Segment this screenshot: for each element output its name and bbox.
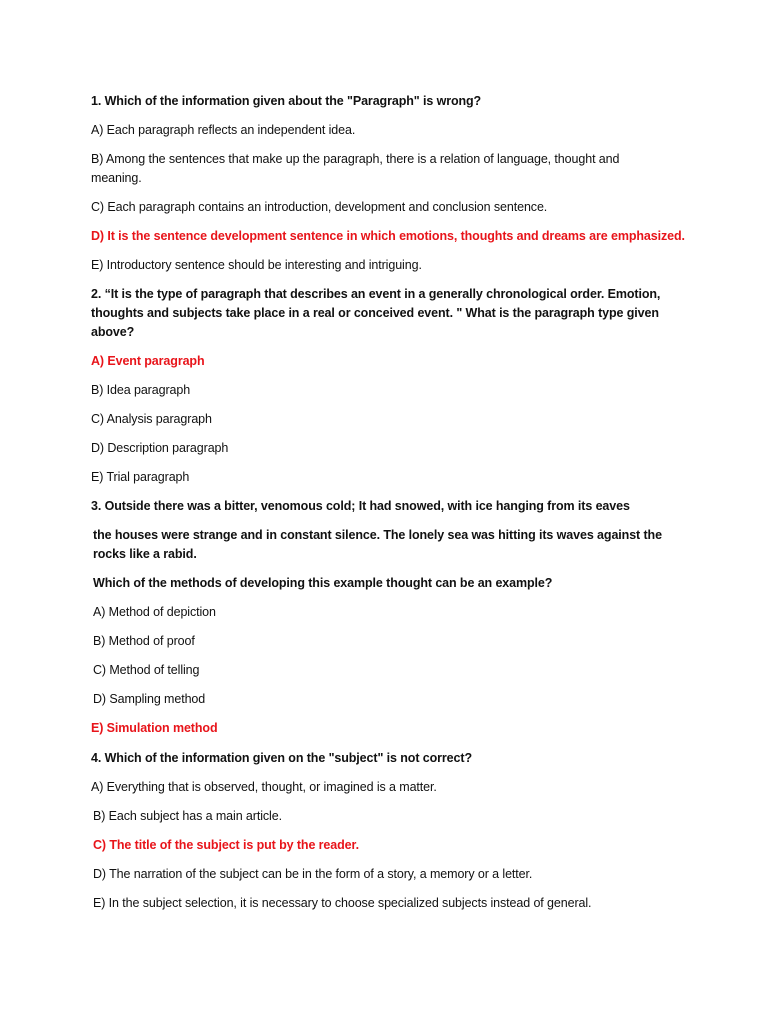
question-2-text: 2. “It is the type of paragraph that describes an event in a generally chronological order. Emotion, thoughts and subjects take place in a real or conceived event. " What is the paragraph type given above?: [91, 287, 661, 339]
q1-option-b: B) Among the sentences that make up the paragraph, there is a relation of language, thought and meaning.: [91, 152, 620, 185]
q3-option-e-correct: E) Simulation method: [91, 721, 218, 735]
q1-option-e: E) Introductory sentence should be interesting and intriguing.: [91, 258, 422, 272]
q1-option-a: A) Each paragraph reflects an independent idea.: [91, 123, 356, 137]
q1-option-c: C) Each paragraph contains an introduction, development and conclusion sentence.: [91, 200, 548, 214]
q2-option-c: C) Analysis paragraph: [91, 412, 212, 426]
q4-option-d: D) The narration of the subject can be in the form of a story, a memory or a letter.: [93, 867, 533, 881]
q2-option-e: E) Trial paragraph: [91, 470, 190, 484]
q4-option-a: A) Everything that is observed, thought, or imagined is a matter.: [91, 780, 437, 794]
q3-option-a: A) Method of depiction: [93, 605, 216, 619]
q1-option-d-correct: D) It is the sentence development sentence in which emotions, thoughts and dreams are emphasized.: [91, 229, 685, 243]
q3-option-d: D) Sampling method: [93, 692, 206, 706]
q3-passage: the houses were strange and in constant silence. The lonely sea was hitting its waves against the rocks like a rabid.: [93, 528, 662, 561]
q4-option-c-correct: C) The title of the subject is put by the reader.: [93, 838, 359, 852]
q3-prompt: Which of the methods of developing this example thought can be an example?: [93, 576, 553, 590]
q3-option-c: C) Method of telling: [93, 663, 200, 677]
q4-option-e: E) In the subject selection, it is necessary to choose specialized subjects instead of general.: [93, 896, 592, 910]
question-3-text: 3. Outside there was a bitter, venomous cold; It had snowed, with ice hanging from its eaves: [91, 499, 630, 513]
q3-option-b: B) Method of proof: [93, 634, 195, 648]
q2-option-a-correct: A) Event paragraph: [91, 354, 205, 368]
q4-option-b: B) Each subject has a main article.: [93, 809, 282, 823]
q2-option-b: B) Idea paragraph: [91, 383, 191, 397]
q2-option-d: D) Description paragraph: [91, 441, 229, 455]
question-1-text: 1. Which of the information given about the "Paragraph" is wrong?: [91, 94, 482, 108]
question-4-text: 4. Which of the information given on the "subject" is not correct?: [91, 751, 472, 765]
